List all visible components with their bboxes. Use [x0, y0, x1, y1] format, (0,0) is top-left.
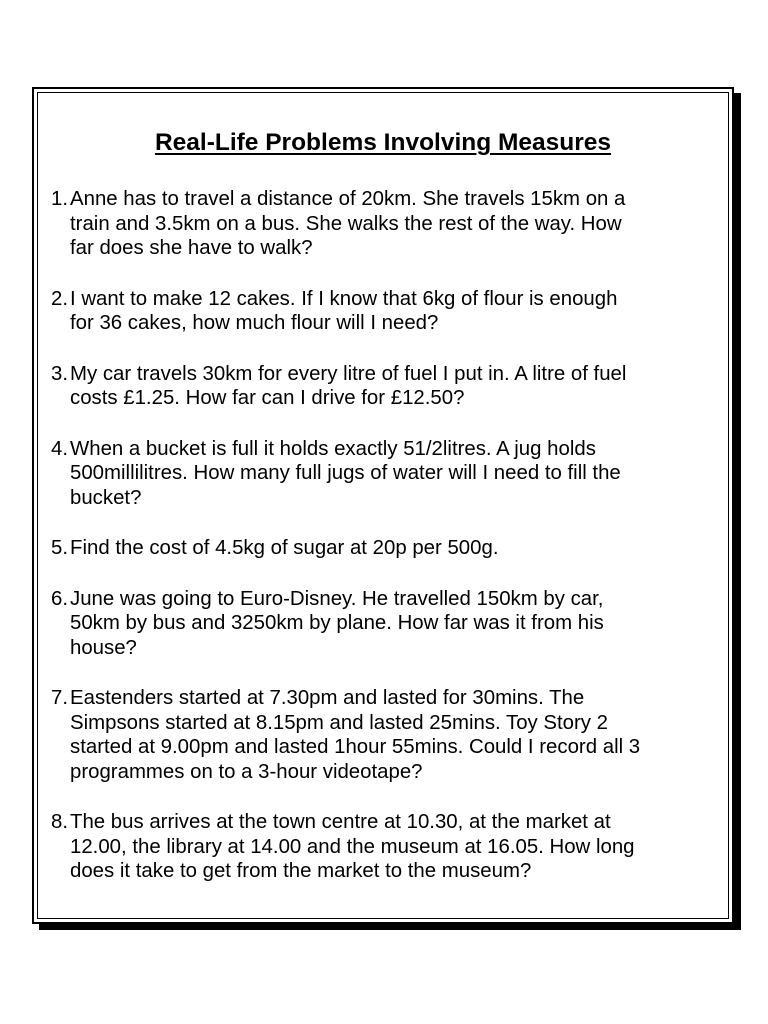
question-text: When a bucket is full it holds exactly 51/2litres. A jug holds 500millilitres. How many full jugs of water will I need to fill the bucket? [70, 437, 621, 509]
question-number: 8. [50, 811, 68, 833]
question-number: 5. [50, 537, 68, 559]
question-number: 3. [50, 362, 68, 385]
question-number: 2. [50, 287, 68, 310]
question-6 [34, 587, 734, 661]
question-number: 6. [50, 587, 68, 610]
question-text: Anne has to travel a distance of 20km. She travels 15km on a train and 3.5km on a bus. She walks the rest of the way. How far does she have to walk? [70, 188, 626, 259]
question-5 [34, 536, 734, 561]
question-8 [34, 810, 734, 884]
question-text: Eastenders started at 7.30pm and lasted for 30mins. The Simpsons started at 8.15pm and lasted 25mins. Toy Story 2 started at 9.00pm and lasted 1hour 55mins. Could I record all 3 programmes on to a 3-hour videotape? [70, 687, 641, 783]
question-7 [34, 686, 734, 784]
question-4 [34, 437, 734, 511]
question-number: 4. [50, 437, 68, 460]
question-3 [34, 362, 734, 411]
question-text: June was going to Euro-Disney. He travelled 150km by car, 50km by bus and 3250km by plane. How far was it from his house? [70, 587, 604, 659]
question-text: My car travels 30km for every litre of fuel I put in. A litre of fuel costs £1.25. How far can I drive for £12.50? [70, 362, 627, 409]
question-1 [34, 187, 734, 261]
question-2 [34, 287, 734, 336]
worksheet-frame [32, 87, 734, 924]
question-text: The bus arrives at the town centre at 10.30, at the market at 12.00, the library at 14.00 and the museum at 16.05. How long does it take to get from the market to the museum? [70, 811, 635, 882]
question-number: 7. [50, 687, 68, 709]
question-text: I want to make 12 cakes. If I know that 6kg of flour is enough for 36 cakes, how much flour will I need? [70, 287, 618, 334]
question-list [34, 187, 734, 884]
question-text: Find the cost of 4.5kg of sugar at 20p per 500g. [70, 537, 499, 559]
worksheet-title: Real-Life Problems Involving Measures [154, 129, 612, 156]
question-number: 1. [50, 188, 68, 210]
